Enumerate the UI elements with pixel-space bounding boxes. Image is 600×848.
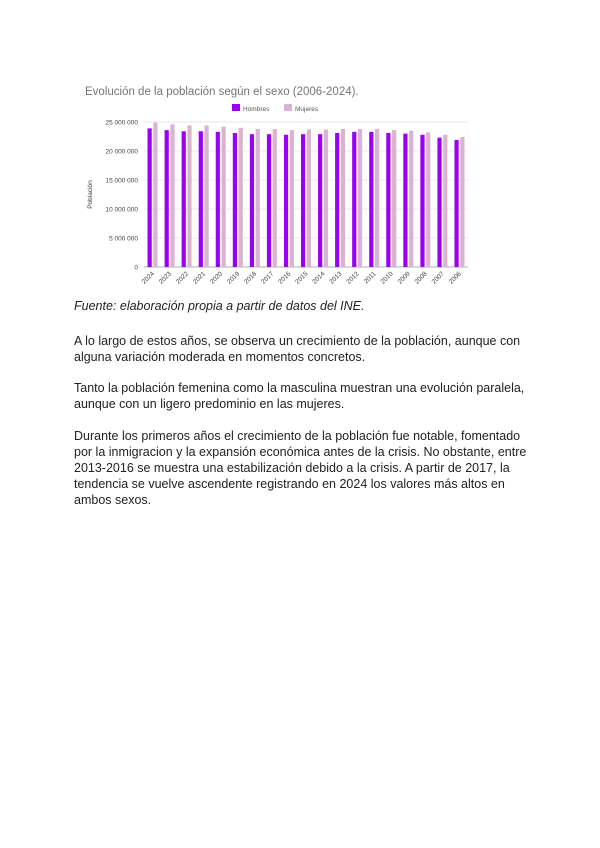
bar-mujeres-2014 (324, 130, 328, 267)
bar-mujeres-2017 (273, 129, 277, 267)
bar-hombres-2014 (318, 134, 322, 267)
bar-mujeres-2006 (460, 137, 464, 267)
x-tick-label: 2024 (140, 270, 156, 286)
bar-mujeres-2022 (187, 125, 191, 267)
bar-hombres-2021 (199, 131, 203, 267)
x-tick-label: 2013 (328, 270, 344, 286)
bar-mujeres-2018 (256, 129, 260, 267)
x-tick-label: 2008 (413, 270, 429, 286)
paragraph-3: Durante los primeros años el crecimiento de la población fue notable, fomentado por la inmigracion y la expansión económica antes de la crisis. No obstante, entre 2013-2016 se muestra una estabilización debido a la crisis. A partir de 2017, la tendencia se vuelve ascendente registrando en 2024 los valores más altos en ambos sexos. (74, 429, 527, 507)
bar-hombres-2022 (182, 131, 186, 267)
legend-label-mujeres: Mujeres (295, 106, 319, 113)
x-tick-label: 2006 (447, 270, 463, 286)
bar-hombres-2015 (301, 134, 305, 267)
bar-hombres-2019 (233, 133, 237, 267)
y-tick-label: 20 000 000 (105, 148, 138, 156)
legend-label-hombres: Hombres (243, 106, 270, 113)
bar-hombres-2007 (437, 138, 441, 267)
y-tick-label: 0 (134, 264, 138, 272)
x-tick-label: 2023 (157, 270, 173, 286)
bar-mujeres-2013 (341, 129, 345, 267)
legend-swatch-mujeres (284, 104, 292, 111)
bar-mujeres-2015 (307, 130, 311, 267)
bar-hombres-2006 (454, 140, 458, 267)
x-tick-label: 2007 (430, 270, 446, 286)
y-tick-label: 5 000 000 (109, 235, 138, 243)
bar-hombres-2024 (148, 128, 152, 267)
x-tick-label: 2022 (174, 270, 191, 286)
chart-title: Evolución de la población según el sexo (2006-2024). (85, 86, 359, 98)
bar-mujeres-2008 (426, 132, 430, 267)
bar-hombres-2010 (386, 133, 390, 267)
x-tick-label: 2020 (208, 270, 225, 286)
bar-hombres-2017 (267, 134, 271, 267)
bar-hombres-2016 (284, 135, 288, 267)
x-tick-label: 2016 (277, 270, 293, 286)
x-tick-label: 2017 (260, 270, 276, 286)
legend-swatch-hombres (232, 104, 240, 111)
x-tick-label: 2015 (294, 270, 310, 286)
x-tick-label: 2009 (396, 270, 412, 286)
population-chart (76, 80, 476, 290)
bar-mujeres-2024 (153, 123, 157, 267)
bar-mujeres-2019 (239, 128, 243, 267)
x-tick-label: 2012 (345, 270, 361, 286)
bar-hombres-2013 (335, 133, 339, 267)
x-tick-label: 2010 (379, 270, 395, 286)
bar-mujeres-2009 (409, 131, 413, 267)
x-tick-label: 2018 (243, 270, 259, 286)
chart-svg (76, 80, 476, 290)
y-tick-label: 25 000 000 (105, 119, 138, 127)
x-tick-label: 2011 (362, 270, 378, 286)
x-tick-label: 2019 (226, 270, 242, 286)
bar-mujeres-2011 (375, 129, 379, 267)
bar-mujeres-2020 (222, 127, 226, 267)
bar-hombres-2009 (403, 134, 407, 267)
bar-mujeres-2016 (290, 130, 294, 267)
bar-hombres-2023 (165, 130, 169, 267)
bar-mujeres-2021 (204, 125, 208, 267)
bar-hombres-2011 (369, 132, 373, 267)
y-axis-label: Población (87, 180, 94, 209)
bar-hombres-2018 (250, 134, 254, 267)
figure-caption: Fuente: elaboración propia a partir de datos del INE. (74, 299, 365, 313)
bar-mujeres-2010 (392, 130, 396, 267)
bar-mujeres-2023 (170, 124, 174, 267)
y-tick-label: 10 000 000 (105, 206, 138, 214)
x-tick-label: 2021 (191, 270, 208, 286)
bar-hombres-2020 (216, 132, 220, 267)
bar-mujeres-2007 (443, 135, 447, 267)
bar-hombres-2008 (420, 135, 424, 267)
paragraph-1: A lo largo de estos años, se observa un crecimiento de la población, aunque con alguna variación moderada en momentos concretos. (74, 334, 521, 364)
bar-hombres-2012 (352, 132, 356, 267)
paragraph-2: Tanto la población femenina como la masculina muestran una evolución paralela, aunque con un ligero predominio en las mujeres. (74, 381, 525, 411)
x-tick-label: 2014 (311, 270, 327, 286)
y-tick-label: 15 000 000 (105, 177, 138, 185)
bar-mujeres-2012 (358, 129, 362, 267)
